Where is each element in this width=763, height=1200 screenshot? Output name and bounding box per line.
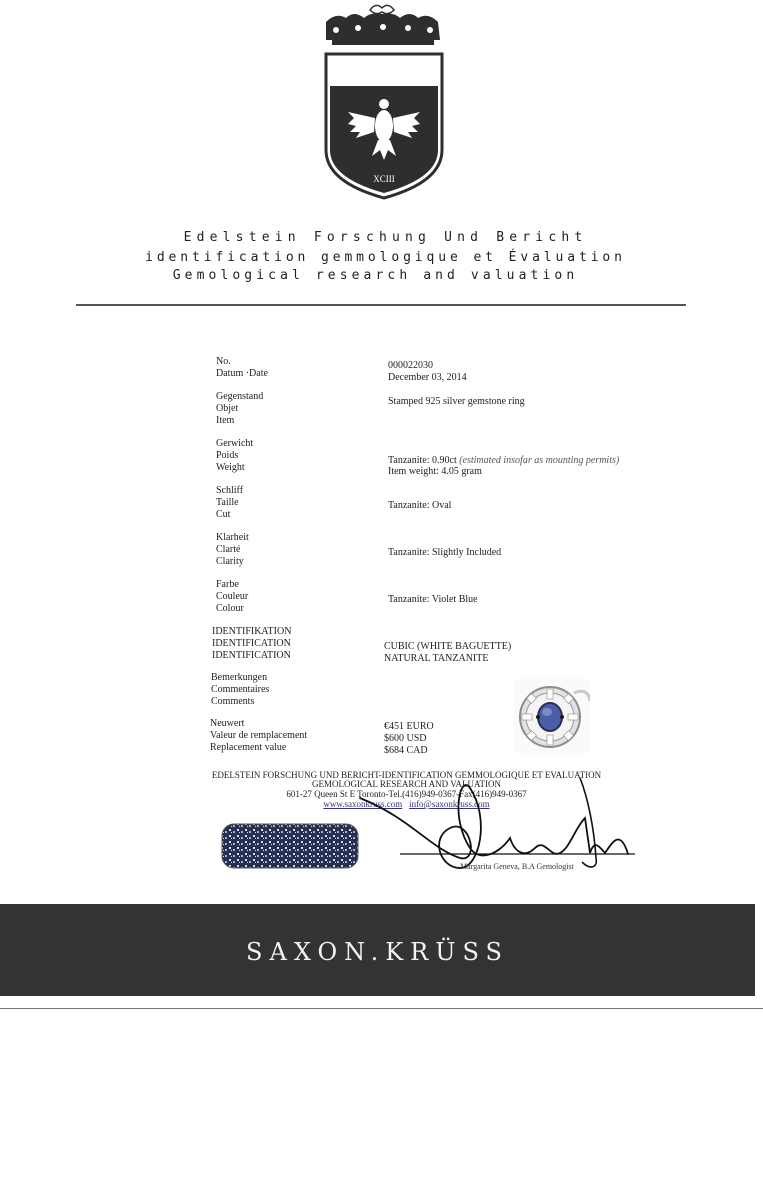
weight-label-de: Gerwicht bbox=[216, 438, 254, 449]
cut-label-de: Schliff bbox=[216, 485, 244, 496]
header-divider bbox=[76, 304, 686, 306]
colour-label-de: Farbe bbox=[216, 579, 239, 590]
header-french: identification gemmologique et Évaluation bbox=[145, 250, 626, 265]
header-english: Gemological research and valuation bbox=[172, 268, 579, 283]
email-link[interactable]: info@saxonkruss.com bbox=[409, 799, 490, 809]
item-weight: Item weight: 4.05 gram bbox=[388, 466, 482, 477]
clarity-label-de: Klarheit bbox=[216, 532, 249, 543]
hologram-sticker bbox=[220, 822, 360, 870]
replacement-label-de: Neuwert bbox=[210, 718, 245, 729]
ident-label-en: IDENTIFICATION bbox=[212, 650, 291, 661]
clarity-label-en: Clarity bbox=[216, 556, 244, 567]
cut-label-fr: Taille bbox=[216, 497, 239, 508]
report-number: 000022030 bbox=[388, 360, 433, 371]
number-label: No. bbox=[216, 356, 231, 367]
value-eur: €451 EURO bbox=[384, 721, 434, 732]
crest-numeral: XCIII bbox=[373, 174, 395, 184]
date-label: Datum ·Date bbox=[216, 368, 268, 379]
header-german: Edelstein Forschung Und Bericht bbox=[183, 230, 588, 245]
footer-line-2: GEMOLOGICAL RESEARCH AND VALUATION bbox=[311, 779, 502, 789]
stone-weight-note: (estimated insofar as mounting permits) bbox=[459, 455, 620, 466]
signer-name: Margarita Geneva, B.A Gemologist bbox=[460, 862, 574, 871]
weight-label-fr: Poids bbox=[216, 450, 239, 461]
brand-name: SAXON.KRÜSS bbox=[246, 938, 509, 966]
ident-label-de: IDENTIFIKATION bbox=[212, 626, 292, 637]
coat-of-arms-logo bbox=[318, 0, 448, 200]
footer-address: 601-27 Queen St E Toronto-Tel.(416)949-0367-Fax(416)949-0367 bbox=[286, 789, 527, 799]
ident-value-1: CUBIC (WHITE BAGUETTE) bbox=[384, 641, 512, 652]
cut-value: Tanzanite: Oval bbox=[388, 500, 452, 511]
stone-weight-value: Tanzanite: 0.90ct bbox=[388, 455, 457, 466]
item-label-de: Gegenstand bbox=[216, 391, 264, 402]
clarity-label-fr: Clarté bbox=[216, 544, 241, 555]
replacement-label-en: Replacement value bbox=[210, 742, 287, 753]
report-date: December 03, 2014 bbox=[388, 372, 467, 383]
cut-label-en: Cut bbox=[216, 509, 231, 520]
ident-value-2: NATURAL TANZANITE bbox=[384, 653, 489, 664]
replacement-label-fr: Valeur de remplacement bbox=[210, 730, 308, 741]
footer-line-1: EDELSTEIN FORSCHUNG UND BERICHT-IDENTIFICATION GEMMOLOGIQUE ET EVALUATION bbox=[211, 770, 602, 780]
colour-value: Tanzanite: Violet Blue bbox=[388, 594, 478, 605]
website-link[interactable]: www.saxonkruss.com bbox=[323, 799, 403, 809]
ring-photo bbox=[514, 679, 590, 753]
page-bottom-rule bbox=[0, 1008, 763, 1009]
colour-label-fr: Couleur bbox=[216, 591, 249, 602]
item-label-fr: Objet bbox=[216, 403, 239, 414]
value-cad: $684 CAD bbox=[384, 745, 428, 756]
item-label-en: Item bbox=[216, 415, 235, 426]
comments-label-en: Comments bbox=[211, 696, 255, 707]
colour-label-en: Colour bbox=[216, 603, 244, 614]
clarity-value: Tanzanite: Slightly Included bbox=[388, 547, 502, 558]
comments-label-fr: Commentaires bbox=[211, 684, 270, 695]
weight-label-en: Weight bbox=[216, 462, 245, 473]
value-usd: $600 USD bbox=[384, 733, 427, 744]
comments-label-de: Bemerkungen bbox=[211, 672, 268, 683]
ident-label-fr: IDENTIFICATION bbox=[212, 638, 291, 649]
item-value: Stamped 925 silver gemstone ring bbox=[388, 396, 525, 407]
